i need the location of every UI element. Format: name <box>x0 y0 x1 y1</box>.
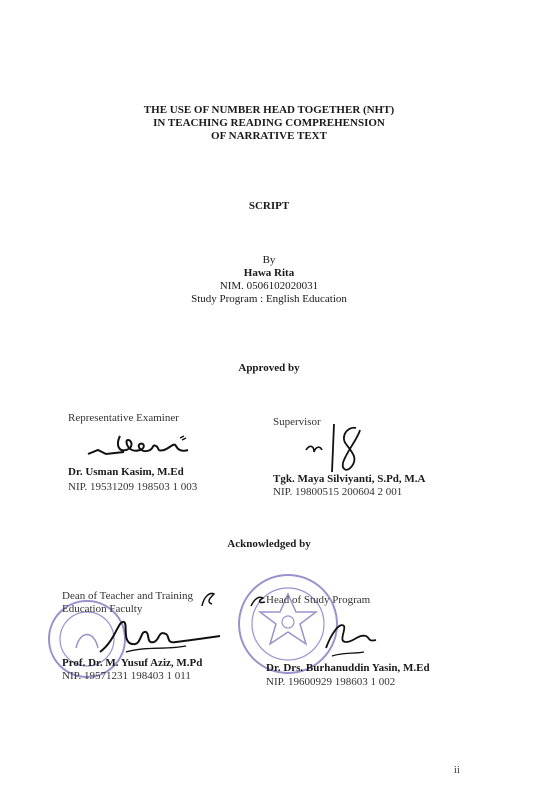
dean-nip: NIP. 19571231 198403 1 011 <box>62 670 191 682</box>
author-block <box>0 254 538 306</box>
head-role: Head of Study Program <box>266 594 371 606</box>
head-name: Dr. Drs. Burhanuddin Yasin, M.Ed <box>266 662 430 674</box>
examiner-nip: NIP. 19531209 198503 1 003 <box>68 481 198 493</box>
supervisor-role: Supervisor <box>273 416 321 428</box>
document-title <box>0 104 538 143</box>
supervisor-signature <box>300 420 370 476</box>
examiner-name: Dr. Usman Kasim, M.Ed <box>68 466 184 478</box>
title-line-2: IN TEACHING READING COMPREHENSION <box>153 117 385 129</box>
supervisor-name: Tgk. Maya Silviyanti, S.Pd, M.A <box>273 473 426 485</box>
dean-initial-mark <box>198 588 218 610</box>
page-number: ii <box>453 764 460 776</box>
author-name: Hawa Rita <box>243 267 295 279</box>
head-signature <box>318 612 378 658</box>
acknowledged-by-heading: Acknowledged by <box>227 538 311 550</box>
author-program: Study Program : English Education <box>191 293 347 305</box>
by-label: By <box>262 254 276 266</box>
dean-name: Prof. Dr. M. Yusuf Aziz, M.Pd <box>62 657 203 669</box>
dean-role-line-1: Dean of Teacher and Training <box>62 590 193 602</box>
supervisor-nip: NIP. 19800515 200604 2 001 <box>273 486 403 498</box>
dean-signature <box>96 612 226 658</box>
examiner-role: Representative Examiner <box>68 412 179 424</box>
approved-by-heading: Approved by <box>238 362 300 374</box>
document-type: SCRIPT <box>248 200 290 212</box>
dean-role-line-2: Education Faculty <box>62 603 143 615</box>
author-nim: NIM. 0506102020031 <box>219 280 319 292</box>
examiner-signature <box>84 424 194 464</box>
title-line-3: OF NARRATIVE TEXT <box>211 130 327 142</box>
head-nip: NIP. 19600929 198603 1 002 <box>266 676 396 688</box>
title-line-1: THE USE OF NUMBER HEAD TOGETHER (NHT) <box>143 104 395 116</box>
